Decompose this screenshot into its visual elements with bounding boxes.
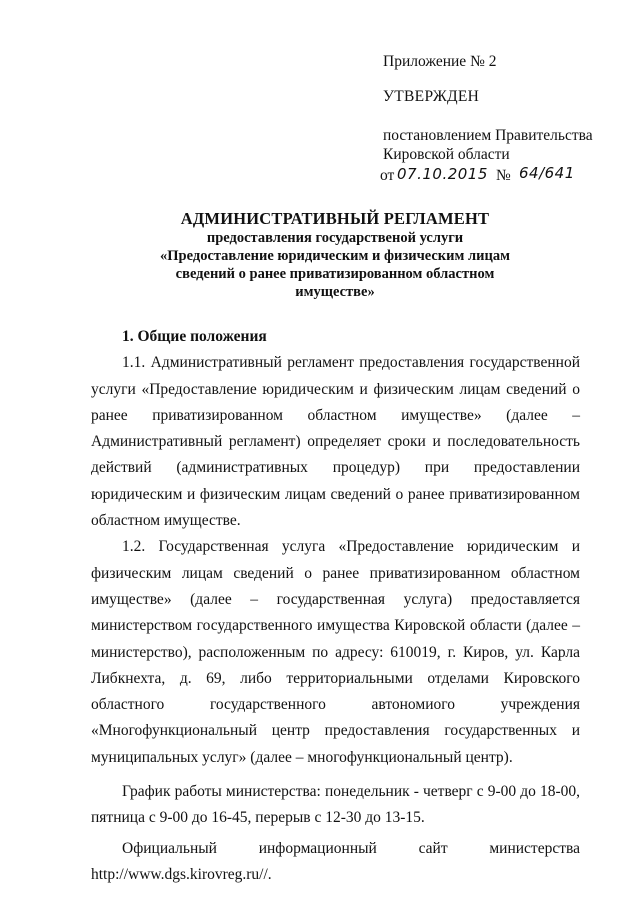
title-main: АДМИНИСТРАТИВНЫЙ РЕГЛАМЕНТ [180,209,490,228]
decree-date-number [380,164,613,186]
website-url: http://www.dgs.kirovreg.ru//. [91,865,272,883]
appendix-label: Приложение № 2 [383,53,497,70]
website-word-2: информационный [258,839,377,857]
website-word-3: сайт [418,839,448,857]
title-line-5: имуществе» [295,284,375,300]
title-line-4: сведений о ранее приватизированном областном [175,266,495,282]
paragraph-schedule: График работы министерства: понедельник - четверг с 9-00 до 18-00, пятница с 9-00 до 16-45, перерыв с 12-30 до 13-15. [91,783,580,827]
decree-line-1: постановлением Правительства [383,127,593,144]
approval-stamp [380,52,613,186]
number-prefix: № [496,167,511,184]
decree-number: 64/641 [519,164,575,182]
paragraph-1-2: 1.2. Государственная услуга «Предоставление юридическим и физическим лицам сведений о ранее приватизированном областном имуществе» (далее – государственная услуга) предоставляется министерством государственного имущества Кировской области (далее – министерство), расположенным по адресу: 610019, г. Киров, ул. Карла Либкнехта, д. 69, либо территориальными отделами Кировского областного государственного автономиого учреждения «Многофункциональный центр предоставления государственных и муниципальных услуг» (далее – многофункциональный центр). [91,538,580,766]
document-body [91,324,580,888]
decree-line-2: Кировской области [383,146,510,163]
decree-date: 07.10.2015 [397,165,488,183]
paragraph-1-1: 1.1. Административный регламент предоставления государственной услуги «Предоставление юридическим и физическим лицам сведений о ранее приватизированном областном имуществе» (далее – Административный регламент) определяет сроки и последовательность действий (административных процедур) при предоставлении юридическим и физическим лицам сведений о ранее приватизированном областном имуществе. [91,354,580,530]
title-line-2: предоставления государственой услуги [206,230,464,246]
document-title [100,209,570,301]
website-line [91,836,580,862]
title-line-3: «Предоставление юридическим и физическим лицам [160,248,510,264]
approved-label: УТВЕРЖДЕН [383,88,480,105]
website-word-4: министерства [489,839,580,857]
website-word-1: Официальный [122,839,217,857]
date-prefix: от [380,167,395,184]
section-heading: 1. Общие положения [122,328,267,345]
